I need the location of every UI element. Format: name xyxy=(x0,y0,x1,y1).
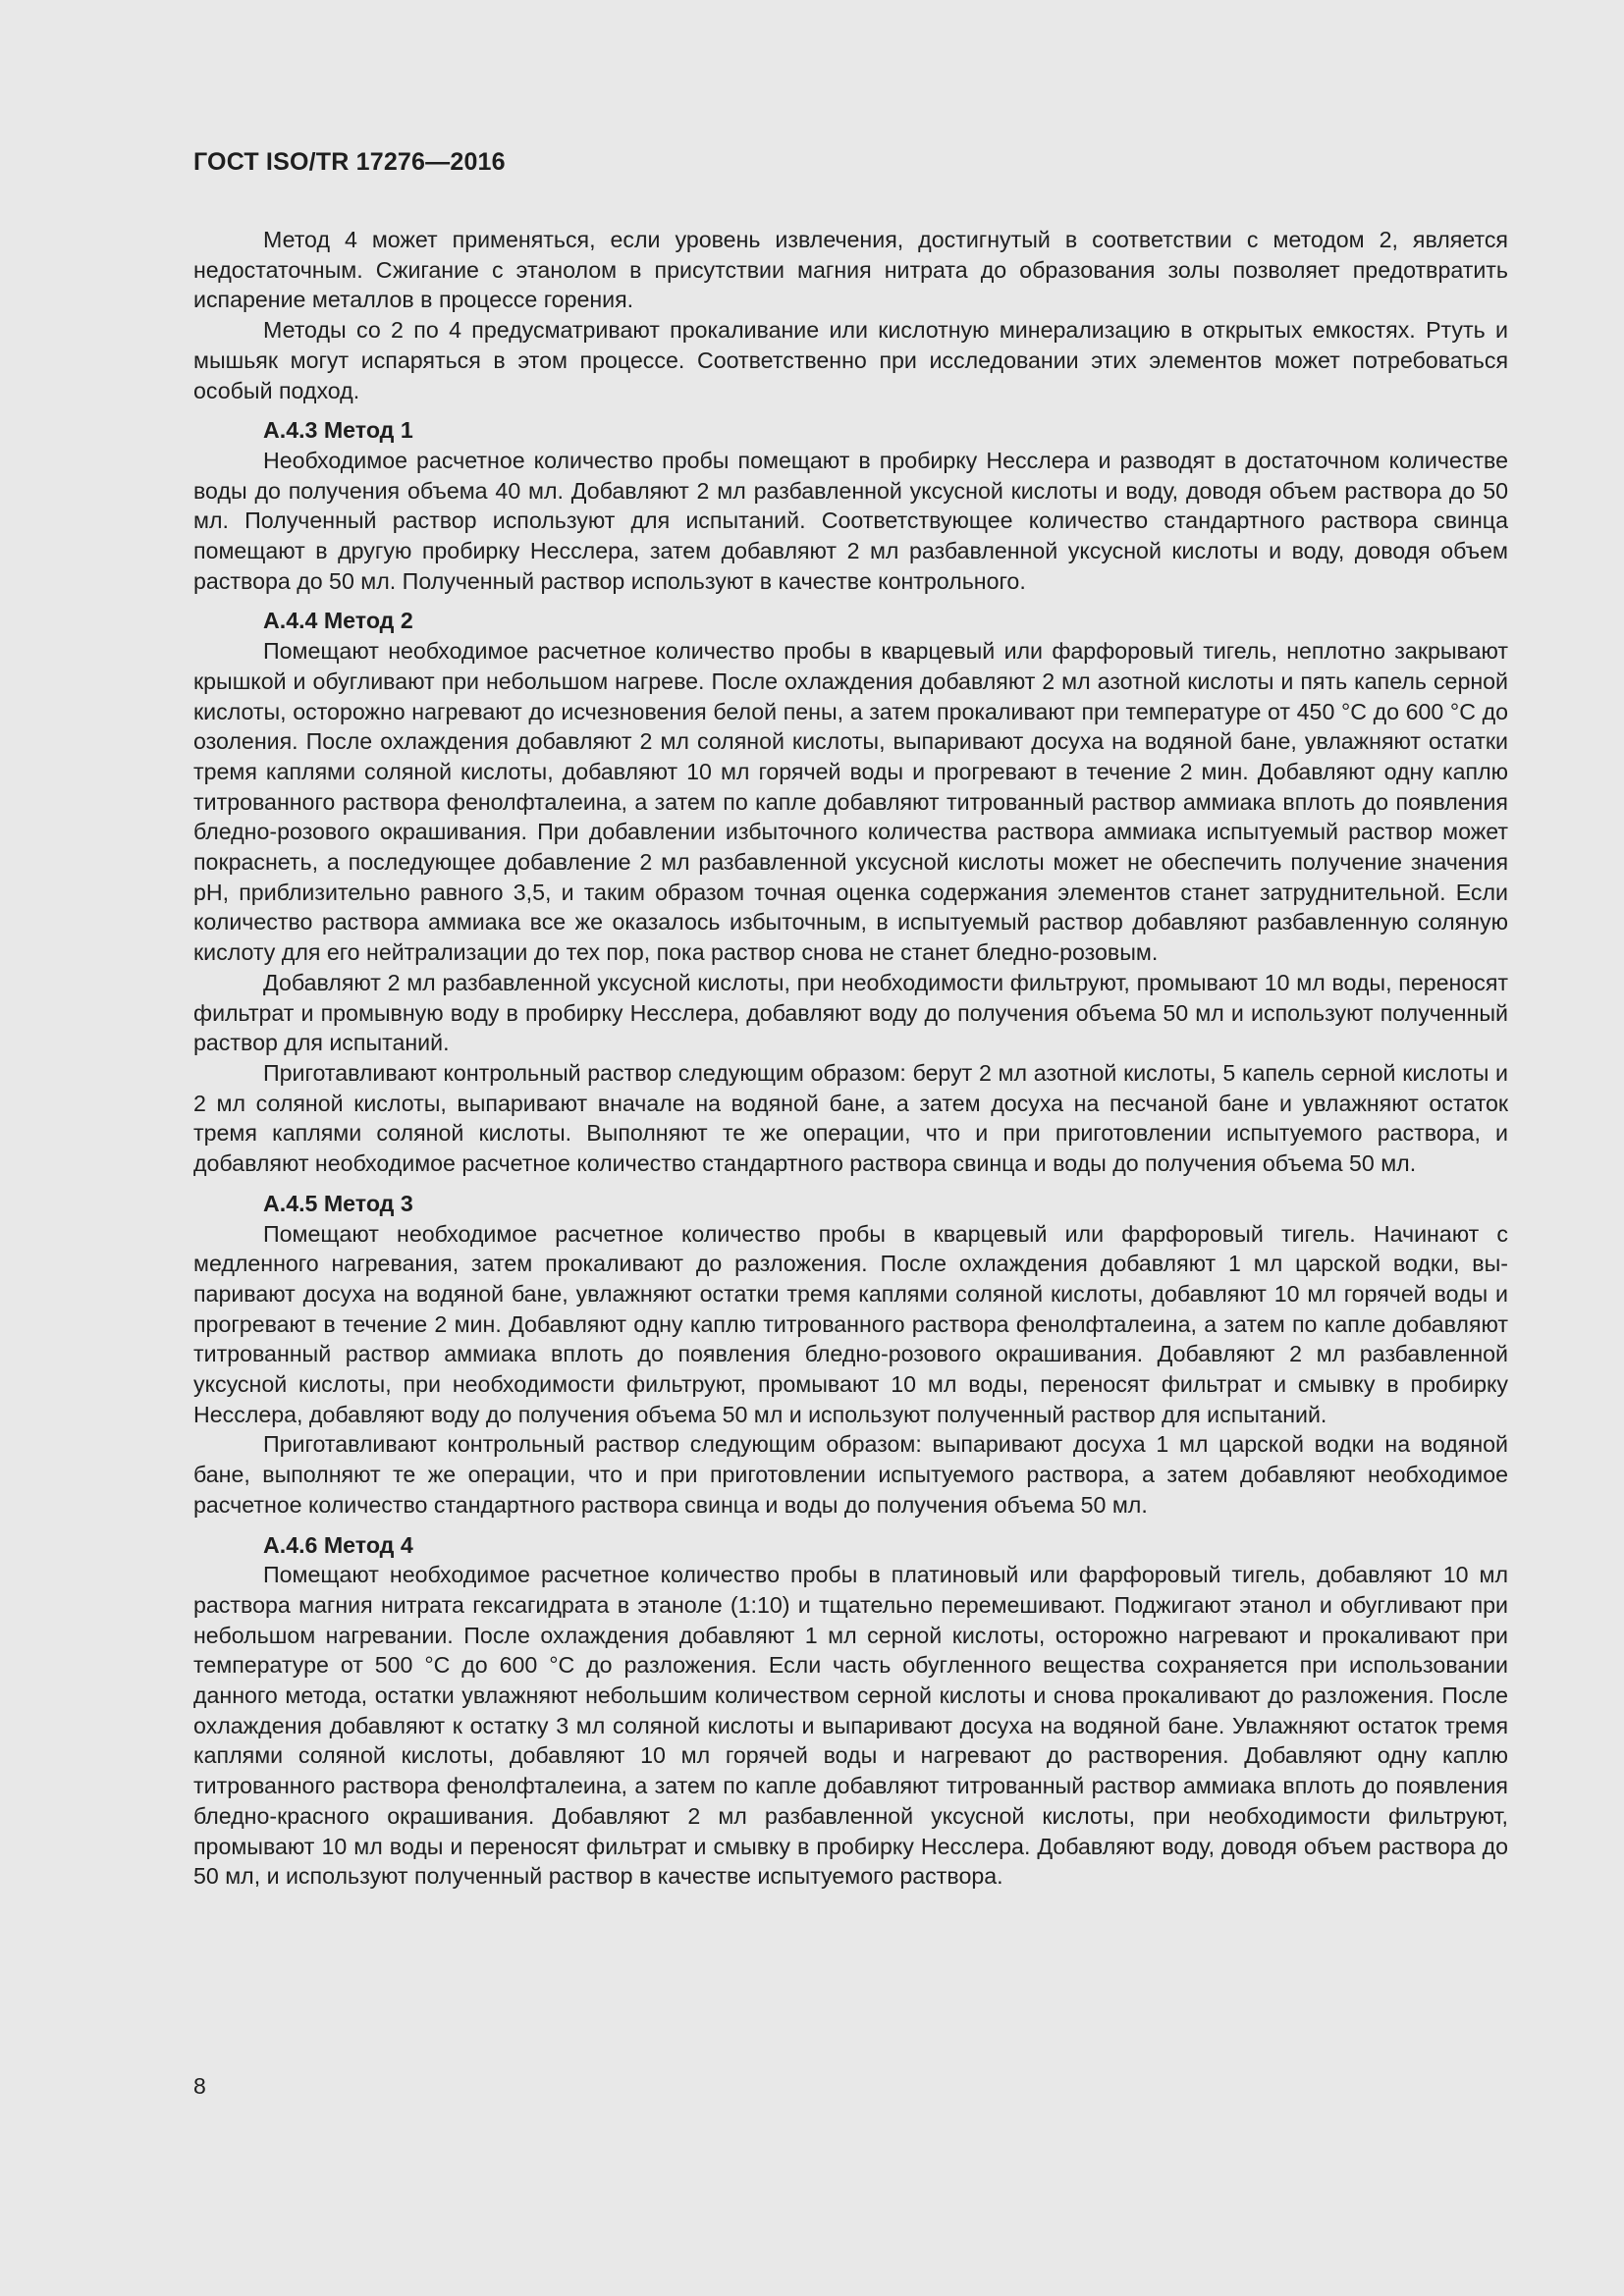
section-paragraph: Добавляют 2 мл разбавленной уксусной кислоты, при необходимости фильтруют, промывают 10 мл воды, переносят фильтрат и промывную воду в пробирку Несслера, добавляют воду до получения объема 50 мл и используют полученный раствор для испытаний. xyxy=(193,969,1508,1056)
section-paragraph: Приготавливают контрольный раствор следующим образом: выпаривают досуха 1 мл царской водки на водяной бане, выполняют те же операции, что и при приготовлении испытуемого раствора, а затем добавляют необходимое расчетное количество стандартного раствора свинца и воды до получения объема 50 мл. xyxy=(193,1431,1508,1518)
section-heading-a46: А.4.6 Метод 4 xyxy=(263,1531,413,1558)
section-heading-a44: А.4.4 Метод 2 xyxy=(263,608,413,634)
section-paragraph: Помещают необходимое расчетное количество пробы в платиновый или фарфоровый тигель, добавляют 10 мл раствора магния нитрата гексагидрата в этаноле (1:10) и тщательно перемешивают. Поджигают этанол и обугливают при небольшом нагревании. После охлаждения добавляют 1 мл серной кислоты, осторожно нагревают и прокаливают при температуре от 500 °С до 600 °С до разложения. Если часть обугленного вещества сохраняется при использовании данного метода, остатки увлажняют небольшим количеством серной кислоты и снова прокаливают до разложения. После охлаждения добавляют к остатку 3 мл соляной кислоты и выпаривают досуха на водяной бане. Увлажняют остаток тремя каплями соляной кислоты, добавляют 10 мл горячей воды и нагревают до растворения. Добавляют одну каплю титрованного раствора фенолфталеина, а затем по капле добавляют титрованный раствор аммиака вплоть до появления бледно-красного окрашивания. Добавляют 2 мл разбавленной уксусной кислоты, при необходимости фильтруют, промывают 10 мл воды и переносят фильтрат и смывку в пробирку Несслера. Добавляют воду, доводя объем раствора до 50 мл, и используют полученный раствор в качестве испытуемого раствора. xyxy=(193,1562,1508,1890)
section-heading-a43: А.4.3 Метод 1 xyxy=(263,417,413,444)
page-number: 8 xyxy=(193,2073,206,2099)
intro-paragraph: Методы со 2 по 4 предусматривают прокаливание или кислотную минерализацию в открытых емкостях. Ртуть и мышьяк могут испаряться в этом процессе. Соответственно при исследовании этих элементов может потребоваться особый подход. xyxy=(193,317,1508,403)
section-paragraph: Приготавливают контрольный раствор следующим образом: берут 2 мл азотной кислоты, 5 капель серной кислоты и 2 мл соляной кислоты, выпаривают вначале на водяной бане, а затем досуха на песчаной бане и увлажняют остаток тремя каплями соляной кислоты. Выполняют те же операции, что и при приготовлении испытуемого раствора, и добавляют необходимое расчетное количество стандартного раствора свинца и воды до получения объема 50 мл. xyxy=(193,1059,1508,1177)
document-body xyxy=(193,225,1508,1892)
section-paragraph: Необходимое расчетное количество пробы помещают в пробирку Несслера и разводят в достаточном количестве воды до получения объема 40 мл. Добавляют 2 мл разбавленной уксусной кислоты и воду, доводя объем раствора до 50 мл. Полученный раствор используют для испытаний. Соответствующее количество стандартного раствора свинца помещают в другую пробирку Несслера, затем добавляют 2 мл разбавленной уксусной кислоты и воду, доводя объем раствора до 50 мл. Полученный раствор используют в качестве контрольного. xyxy=(193,447,1508,594)
section-heading-a45: А.4.5 Метод 3 xyxy=(263,1190,413,1216)
intro-paragraph: Метод 4 может применяться, если уровень извлечения, достигнутый в соответствии с методом 2, является недостаточным. Сжигание с этанолом в присутствии магния нитрата до образования золы позволяет предотвратить испарение металлов в процессе горения. xyxy=(193,227,1508,313)
section-paragraph: Помещают необходимое расчетное количество пробы в кварцевый или фарфоровый тигель, неплотно закрывают крышкой и обугливают при небольшом нагреве. После охлаждения добавляют 2 мл азотной кислоты и пять капель серной кислоты, осторожно нагревают до исчезновения белой пены, а затем прокаливают при температуре от 450 °С до 600 °С до озоления. После охлаждения добавляют 2 мл соляной кислоты, выпаривают досуха на водяной бане, увлажняют остатки тремя каплями соляной кислоты, добавляют 10 мл горячей воды и прогревают в течение 2 мин. Добавляют одну каплю титрованного раствора фенолфталеина, а затем по капле добавляют титрованный раствор аммиака вплоть до появления бледно-розового окрашивания. При добавлении избыточного количества раствора аммиака испытуемый раствор может покраснеть, а последующее добавление 2 мл разбавленной уксусной кислоты может не обеспечить получение значения pH, приблизительно равного 3,5, и таким образом точная оценка содержания элементов станет затруднительной. Если количество раствора аммиака все же оказалось избыточным, в испытуемый раствор добавляют разбавленную соляную кислоту для его нейтрализации до тех пор, пока раствор снова не станет бледно-розовым. xyxy=(193,638,1508,966)
section-paragraph: Помещают необходимое расчетное количество пробы в кварцевый или фарфоровый тигель. Начинают с медленного нагревания, затем прокаливают до разложения. После охлаждения добавляют 1 мл царской водки, выпаривают досуха на водяной бане, увлажняют остатки тремя каплями соляной кислоты, добавляют 10 мл горячей воды и прогревают в течение 2 мин. Добавляют одну каплю титрованного раствора фенолфталеина, а затем по капле добавляют титрованный раствор аммиака вплоть до появления бледно-розового окрашивания. Добавляют 2 мл разбавленной уксусной кислоты, при необходимости фильтруют, промывают 10 мл воды, переносят фильтрат и смывку в пробирку Несслера, добавляют воду до получения объема 50 мл и используют полученный раствор для испытаний. xyxy=(193,1220,1508,1427)
document-header: ГОСТ ISO/TR 17276—2016 xyxy=(193,148,506,176)
